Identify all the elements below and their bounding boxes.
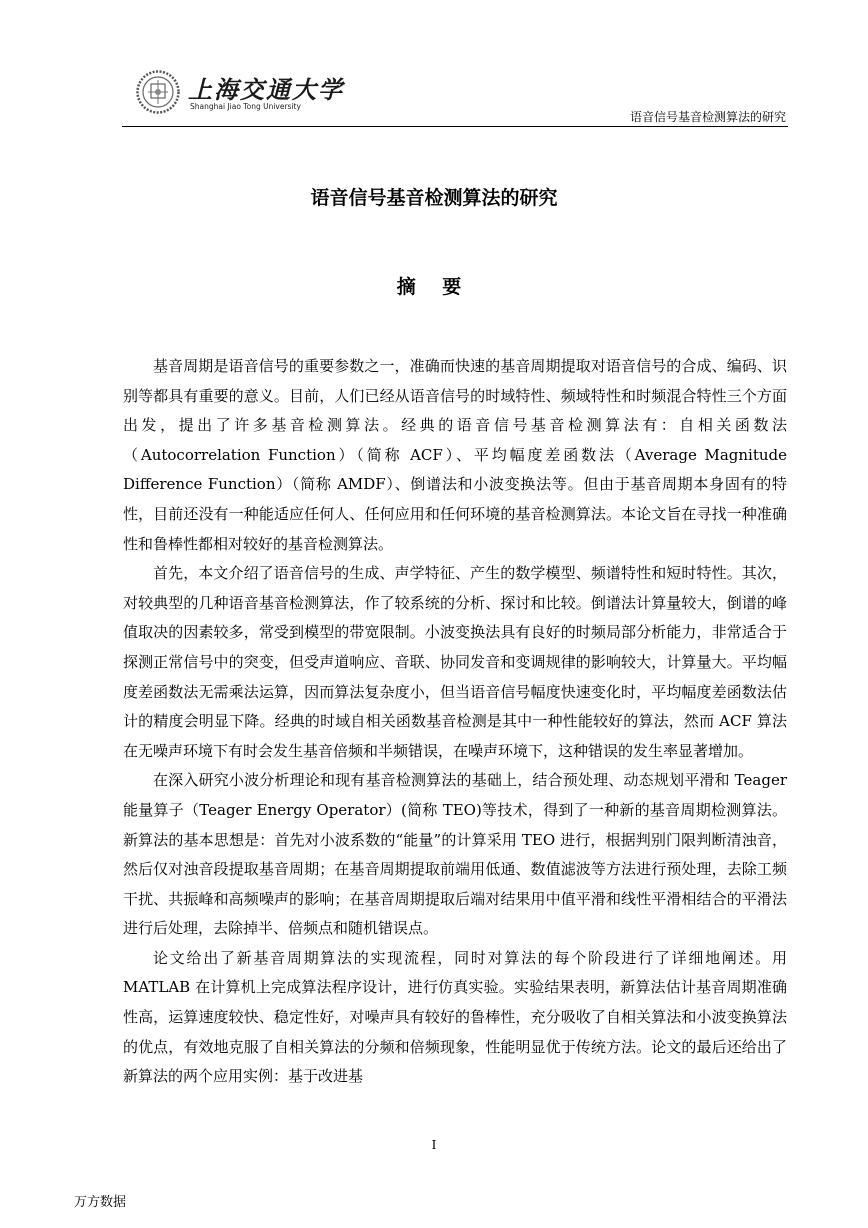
abstract-body [123,352,787,1092]
abstract-paragraph: 在深入研究小波分析理论和现有基音检测算法的基础上，结合预处理、动态规划平滑和 Teager 能量算子（Teager Energy Operator）(简称 TEO)等技术，得到了一种新的基音周期检测算法。新算法的基本思想是：首先对小波系数的“能量”的计算采用 TEO 进行，根据判别门限判断清浊音，然后仅对浊音段提取基音周期；在基音周期提取前端用低通、数值滤波等方法进行预处理，去除工频干扰、共振峰和高频噪声的影响；在基音周期提取后端对结果用中值平滑和线性平滑相结合的平滑法进行后处理，去除掉半、倍频点和随机错误点。 [123,771,787,938]
logo-english-name: Shanghai Jiao Tong University [190,102,301,111]
abstract-paragraph: 基音周期是语音信号的重要参数之一，准确而快速的基音周期提取对语音信号的合成、编码、识别等都具有重要的意义。目前，人们已经从语音信号的时域特性、频域特性和时频混合特性三个方面出发，提出了许多基音检测算法。经典的语音信号基音检测算法有：自相关函数法（Autocorrelation Function）（简称 ACF）、平均幅度差函数法（Average Magnitude Difference Function）（简称 AMDF）、倒谱法和小波变换法等。但由于基音周期本身固有的特性，目前还没有一种能适应任何人、任何应用和任何环境的基音检测算法。本论文旨在寻找一种准确性和鲁棒性都相对较好的基音检测算法。 [123,357,787,553]
abstract-paragraph: 首先，本文介绍了语音信号的生成、声学特征、产生的数学模型、频谱特性和短时特性。其次，对较典型的几种语音基音检测算法，作了较系统的分析、探讨和比较。倒谱法计算量较大，倒谱的峰值取决的因素较多，常受到模型的带宽限制。小波变换法具有良好的时频局部分析能力，非常适合于探测正常信号中的突变，但受声道响应、音联、协同发音和变调规律的影响较大，计算量大。平均幅度差函数法无需乘法运算，因而算法复杂度小，但当语音信号幅度快速变化时，平均幅度差函数法估计的精度会明显下降。经典的时域自相关函数基音检测是其中一种性能较好的算法，然而 ACF 算法在无噪声环境下有时会发生基音倍频和半频错误，在噪声环境下，这种错误的发生率显著增加。 [123,564,787,760]
abstract-paragraph: 论文给出了新基音周期算法的实现流程，同时对算法的每个阶段进行了详细地阐述。用 MATLAB 在计算机上完成算法程序设计，进行仿真实验。实验结果表明，新算法估计基音周期准确性高，运算速度较快、稳定性好，对噪声具有较好的鲁棒性，充分吸收了自相关算法和小波变换算法的优点，有效地克服了自相关算法的分频和倍频现象，性能明显优于传统方法。论文的最后还给出了新算法的两个应用实例：基于改进基 [123,948,787,1086]
logo-chinese-name: 上海交通大学 [188,75,344,104]
page-header [122,68,788,127]
source-watermark: 万方数据 [74,1195,127,1210]
running-header-title: 语音信号基音检测算法的研究 [629,110,786,124]
university-logo [136,70,356,114]
page-number: I [431,1138,437,1152]
document-title: 语音信号基音检测算法的研究 [310,187,558,209]
university-seal-icon [136,70,180,114]
abstract-heading: 摘 要 [396,276,472,298]
